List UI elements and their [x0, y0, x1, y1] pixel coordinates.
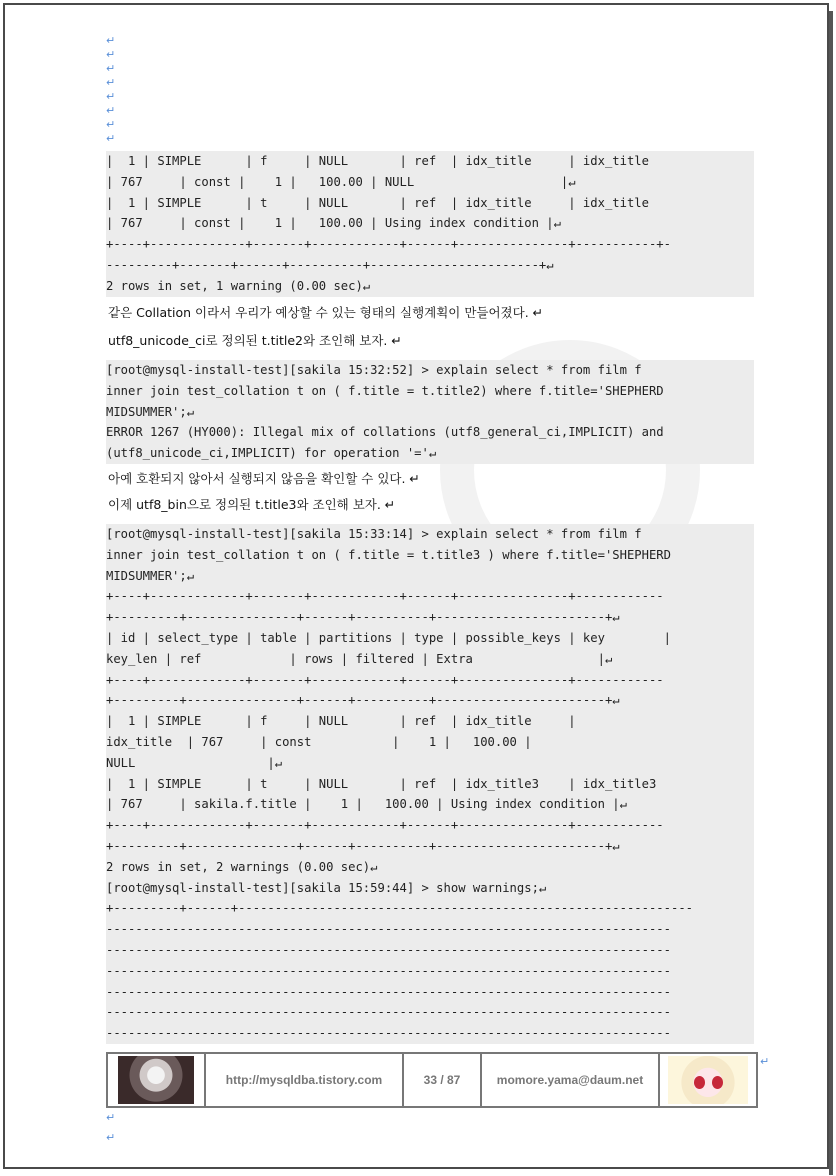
code-line: | 767 | const | 1 | 100.00 | NULL |↵: [106, 174, 576, 189]
paragraph-unicode-join: utf8_unicode_ci로 정의된 t.title2와 조인해 보자. ↵: [108, 333, 402, 348]
paragraph-mark: ↵: [106, 90, 116, 103]
code-line: | 1 | SIMPLE | t | NULL | ref | idx_title3 | idx_title3: [106, 776, 657, 791]
code-line: ---------+-------+------+----------+-----------------------+↵: [106, 257, 554, 272]
code-line: ERROR 1267 (HY000): Illegal mix of collations (utf8_general_ci,IMPLICIT) and: [106, 425, 664, 440]
paragraph-mark: ↵: [106, 62, 116, 75]
paragraph-mark: ↵: [106, 48, 116, 61]
code-line: +----+-------------+-------+------------+------+---------------+------------: [106, 818, 664, 833]
code-line: | 767 | const | 1 | 100.00 | Using index condition |↵: [106, 216, 561, 231]
code-line: +----+-------------+-------+------------+------+---------------+------------: [106, 672, 664, 687]
paragraph-same-collation: 같은 Collation 이라서 우리가 예상할 수 있는 형태의 실행계획이 만들어졌다. ↵: [108, 305, 544, 320]
paragraph-mark: ↵: [106, 104, 116, 117]
code-line: -----------------------------------------------------------------------------: [106, 1005, 671, 1020]
footer-page-number: 33 / 87: [404, 1054, 482, 1106]
empty-paragraph-marks: [106, 1108, 115, 1148]
code-line: MIDSUMMER';↵: [106, 568, 195, 583]
code-line: +----+-------------+-------+------------+------+---------------+-----------+-: [106, 237, 671, 252]
code-line: +---------+---------------+------+----------+-----------------------+↵: [106, 610, 620, 625]
code-line: idx_title | 767 | const | 1 | 100.00 |: [106, 734, 532, 749]
code-line: (utf8_unicode_ci,IMPLICIT) for operation '='↵: [106, 446, 437, 461]
code-line: -----------------------------------------------------------------------------: [106, 942, 671, 957]
code-line: | id | select_type | table | partitions | type | possible_keys | key |: [106, 630, 671, 645]
paragraph-utf8-bin-join: 이제 utf8_bin으로 정의된 t.title3와 조인해 보자. ↵: [108, 497, 396, 512]
code-line: | 1 | SIMPLE | f | NULL | ref | idx_title | idx_title: [106, 154, 649, 168]
code-line: -----------------------------------------------------------------------------: [106, 1026, 671, 1041]
code-line: MIDSUMMER';↵: [106, 404, 195, 419]
code-line: inner join test_collation t on ( f.title = t.title3 ) where f.title='SHEPHERD: [106, 547, 671, 562]
code-block-collation-error: [106, 360, 754, 464]
code-line: -----------------------------------------------------------------------------: [106, 963, 671, 978]
code-line: +----+-------------+-------+------------+------+---------------+------------: [106, 589, 664, 604]
paragraph-not-executed: 아예 호환되지 않아서 실행되지 않음을 확인할 수 있다. ↵: [108, 471, 420, 486]
footer-url[interactable]: http://mysqldba.tistory.com: [206, 1054, 404, 1106]
code-line: inner join test_collation t on ( f.title = t.title2) where f.title='SHEPHERD: [106, 383, 664, 398]
code-line: | 1 | SIMPLE | f | NULL | ref | idx_title |: [106, 714, 576, 729]
code-line: -----------------------------------------------------------------------------: [106, 984, 671, 999]
paragraph-mark: ↵: [106, 76, 116, 89]
avatar-eye: [694, 1076, 705, 1089]
paragraph-mark: ↵: [106, 132, 116, 145]
paragraph-mark: ↵: [106, 1131, 116, 1144]
code-line: key_len | ref | rows | filtered | Extra |↵: [106, 651, 613, 666]
empty-paragraph-marks: [106, 34, 115, 146]
code-line: NULL |↵: [106, 755, 283, 770]
paragraph-mark: ↵: [106, 34, 116, 47]
footer-avatar-right: [660, 1054, 756, 1106]
code-line: [root@mysql-install-test][sakila 15:32:52] > explain select * from film f: [106, 363, 642, 377]
avatar: [668, 1056, 748, 1104]
code-line: | 1 | SIMPLE | t | NULL | ref | idx_title | idx_title: [106, 195, 649, 210]
code-line: | 767 | sakila.f.title | 1 | 100.00 | Using index condition |↵: [106, 797, 627, 812]
paragraph-mark: ↵: [106, 1111, 116, 1124]
page-footer: [106, 1052, 758, 1108]
paragraph-mark: ↵: [760, 1055, 770, 1068]
code-line: +---------+---------------+------+----------+-----------------------+↵: [106, 693, 620, 708]
footer-email[interactable]: momore.yama@daum.net: [482, 1054, 660, 1106]
code-line: 2 rows in set, 1 warning (0.00 sec)↵: [106, 278, 371, 293]
code-block-explain-result: [106, 151, 754, 297]
code-line: [root@mysql-install-test][sakila 15:59:44] > show warnings;↵: [106, 880, 547, 895]
code-line: 2 rows in set, 2 warnings (0.00 sec)↵: [106, 859, 378, 874]
code-line: -----------------------------------------------------------------------------: [106, 922, 671, 937]
code-block-explain-utf8-bin: [106, 524, 754, 1044]
code-line: [root@mysql-install-test][sakila 15:33:14] > explain select * from film f: [106, 527, 642, 541]
avatar: [118, 1056, 194, 1104]
code-line: +---------+------+--------------------------------------------------------------: [106, 901, 693, 916]
footer-avatar-left: [108, 1054, 206, 1106]
code-line: +---------+---------------+------+----------+-----------------------+↵: [106, 838, 620, 853]
paragraph-mark: ↵: [106, 118, 116, 131]
avatar-eye: [712, 1076, 723, 1089]
